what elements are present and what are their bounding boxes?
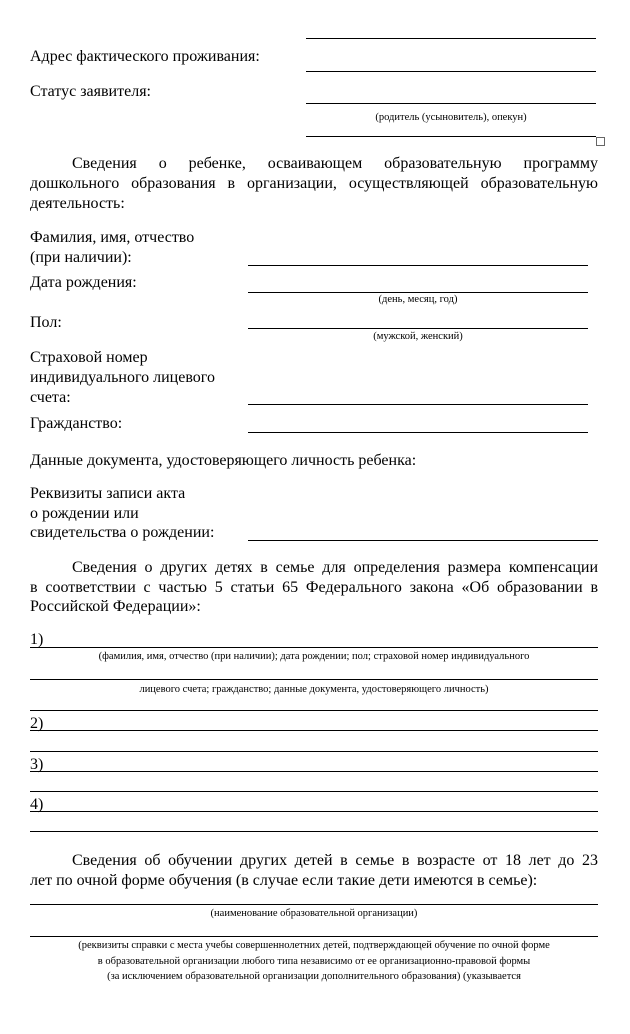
sex-hint: (мужской, женский) <box>373 331 463 342</box>
birth-act-label-2: о рождении или <box>30 505 139 522</box>
other-children-hint-line-1: (фамилия, имя, отчество (при наличии); дата рождении; пол; страховой номер индивидуального <box>98 651 530 662</box>
education-intro-line-1: Сведения об обучении других детей в семье в возрасте от 18 лет до 23 <box>72 852 598 869</box>
citizenship-input-line[interactable] <box>248 432 588 433</box>
child-3-input-line-2[interactable] <box>30 791 598 792</box>
address-label: Адрес фактического проживания: <box>30 48 260 65</box>
citizenship-label: Гражданство: <box>30 415 123 432</box>
address-input-line[interactable] <box>306 71 596 72</box>
child-name-label-2: (при наличии): <box>30 249 132 266</box>
child-doc-label: Данные документа, удостоверяющего личность ребенка: <box>30 452 417 469</box>
birth-act-label-3: свидетельства о рождении: <box>30 524 215 541</box>
snils-input-line[interactable] <box>248 404 588 405</box>
education-ref-hint-line-2: в образовательной организации любого типа независимо от ее организационно-правовой формы <box>97 956 531 967</box>
child-3-input-line[interactable] <box>30 771 598 772</box>
sex-input-line[interactable] <box>248 328 588 329</box>
child-1-input-line-2[interactable] <box>30 679 598 680</box>
child-1-input-line[interactable] <box>30 647 598 648</box>
education-intro-line-2: лет по очной форме обучения (в случае если такие дети имеются в семье): <box>30 872 538 889</box>
education-org-input-line[interactable] <box>30 904 598 905</box>
item-number-4: 4) <box>30 796 44 813</box>
birth-hint: (день, месяц, год) <box>378 294 458 305</box>
child-intro-line-3: деятельность: <box>30 195 125 212</box>
item-number-2: 2) <box>30 715 44 732</box>
education-ref-input-line[interactable] <box>30 936 598 937</box>
sex-label: Пол: <box>30 314 62 331</box>
item-number-3: 3) <box>30 756 44 773</box>
status-label: Статус заявителя: <box>30 83 151 100</box>
snils-label-1: Страховой номер <box>30 349 148 366</box>
child-4-input-line-2[interactable] <box>30 831 598 832</box>
other-children-intro-line-3: Российской Федерации»: <box>30 598 201 615</box>
birth-label: Дата рождения: <box>30 274 137 291</box>
status-input-line[interactable] <box>306 103 596 104</box>
education-ref-hint-line-1: (реквизиты справки с места учебы совершеннолетних детей, подтверждающей обучение по очной форме <box>78 940 550 951</box>
other-children-intro-line-1: Сведения о других детях в семье для определения размера компенсации <box>72 559 598 576</box>
child-1-input-line-3[interactable] <box>30 710 598 711</box>
child-name-input-line[interactable] <box>248 265 588 266</box>
education-org-hint: (наименование образовательной организации) <box>210 908 418 919</box>
child-4-input-line[interactable] <box>30 811 598 812</box>
other-children-intro-line-2: в соответствии с частью 5 статьи 65 Федерального закона «Об образовании в <box>30 579 598 596</box>
child-2-input-line-2[interactable] <box>30 751 598 752</box>
other-children-hint-line-2: лицевого счета; гражданство; данные документа, удостоверяющего личность) <box>139 684 489 695</box>
birth-act-input-line[interactable] <box>248 540 598 541</box>
snils-label-2: индивидуального лицевого <box>30 369 215 386</box>
item-number-1: 1) <box>30 631 44 648</box>
child-2-input-line[interactable] <box>30 730 598 731</box>
birth-act-label-1: Реквизиты записи акта <box>30 485 186 502</box>
table-anchor-marker <box>596 137 605 146</box>
child-intro-line-1: Сведения о ребенке, осваивающем образовательную программу <box>72 155 598 172</box>
snils-label-3: счета: <box>30 389 71 406</box>
education-ref-hint-line-3: (за исключением образовательной организации дополнительного образования) (указывается <box>107 971 521 982</box>
status-input-line-2[interactable] <box>306 136 596 137</box>
child-intro-line-2: дошкольного образования в организации, осуществляющей образовательную <box>30 175 598 192</box>
status-hint: (родитель (усыновитель), опекун) <box>375 112 527 123</box>
blank-line[interactable] <box>306 38 596 39</box>
child-name-label-1: Фамилия, имя, отчество <box>30 229 195 246</box>
